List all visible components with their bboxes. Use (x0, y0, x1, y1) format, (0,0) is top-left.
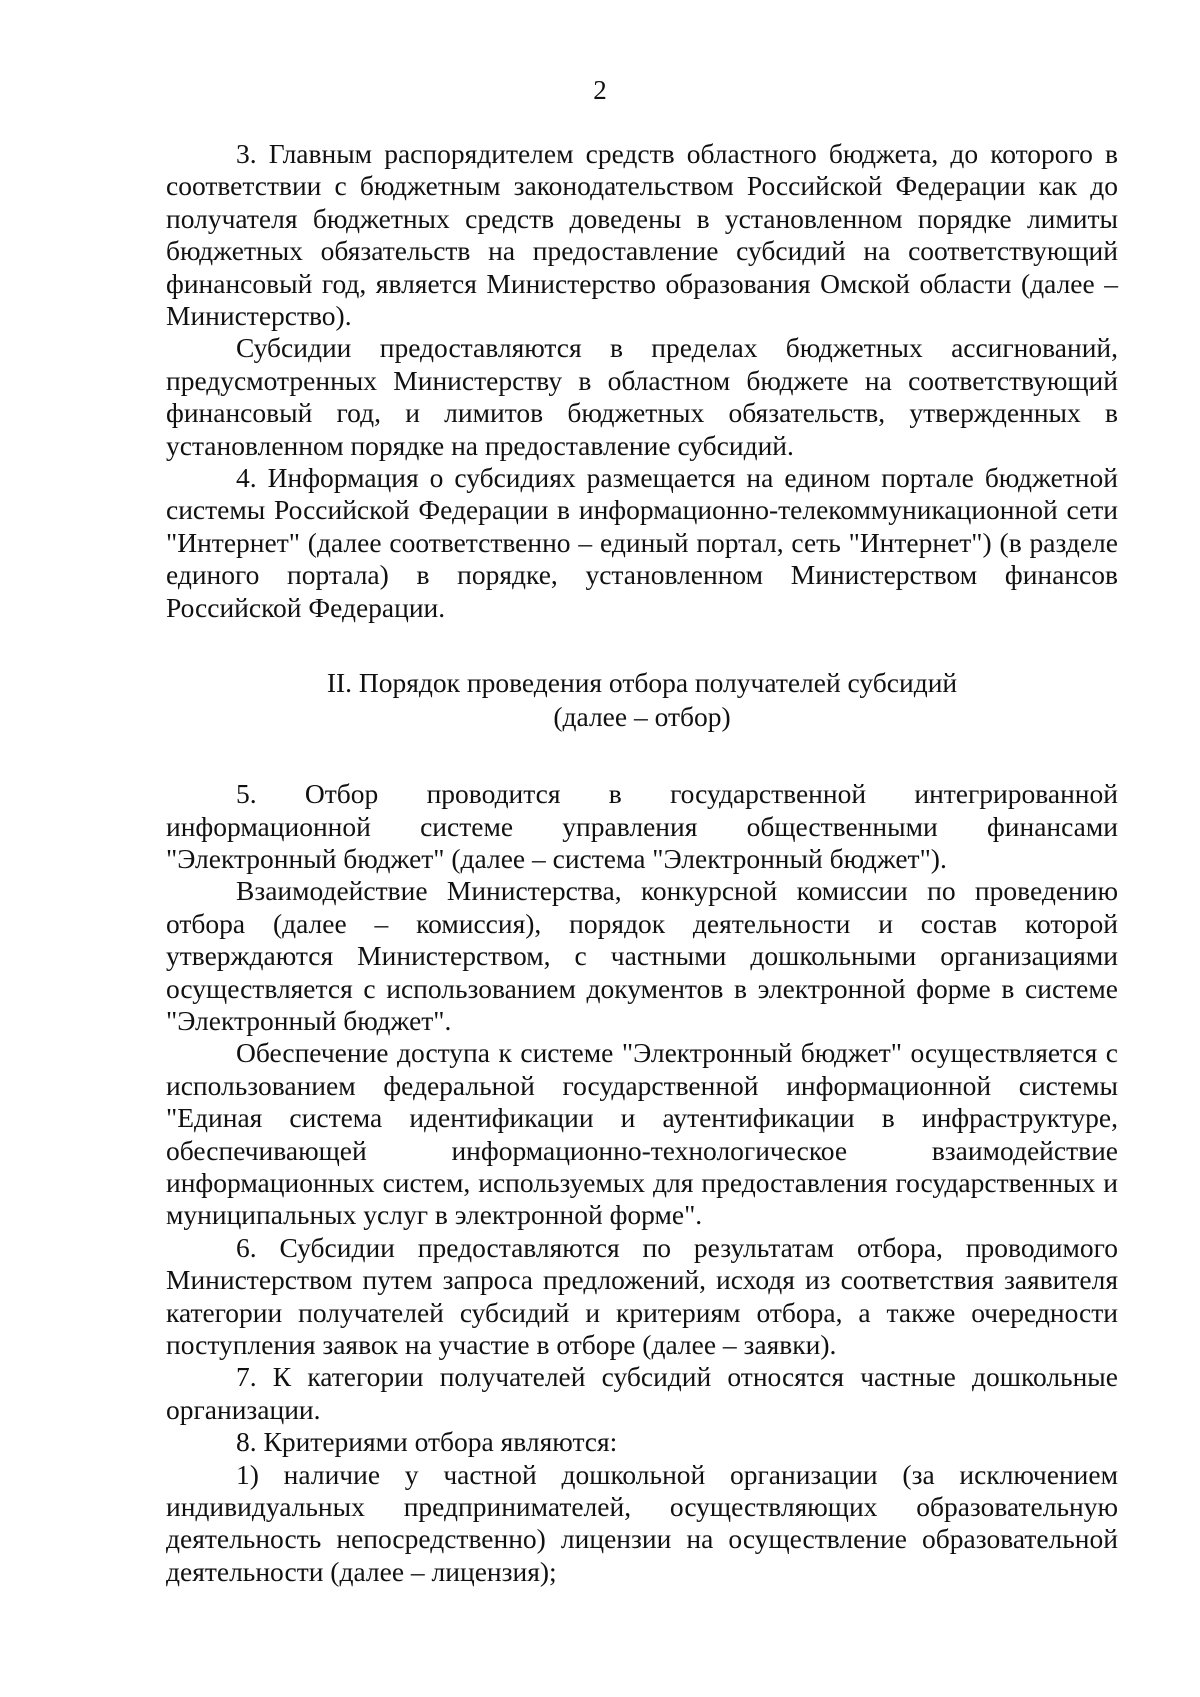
section-heading-subtitle: (далее – отбор) (553, 701, 731, 733)
paragraph-3-subsidies-limits: Субсидии предоставляются в пределах бюджетных ассигнований, предусмотренных Министерству в областном бюджете на соответствующий финансовый год, и лимитов бюджетных обязательств, утвержденных в установленном порядке на предоставление субсидий. (166, 332, 1118, 461)
paragraph-5: 5. Отбор проводится в государственной интегрированной информационной системе управления общественными финансами "Электронный бюджет" (далее – система "Электронный бюджет"). (166, 778, 1118, 874)
paragraph-5-interaction: Взаимодействие Министерства, конкурсной комиссии по проведению отбора (далее – комиссия), порядок деятельности и состав которой утверждаются Министерством, с частными дошкольными организациями осуществляется с использованием документов в электронной форме в системе "Электронный бюджет". (166, 875, 1118, 1036)
paragraph-3: 3. Главным распорядителем средств областного бюджета, до которого в соответствии с бюджетным законодательством Российской Федерации как до получателя бюджетных средств доведены в установленном порядке лимиты бюджетных обязательств на предоставление субсидий на соответствующий финансовый год, является Министерство образования Омской области (далее – Министерство). (166, 138, 1118, 332)
section-heading (166, 666, 1118, 734)
paragraph-6: 6. Субсидии предоставляются по результатам отбора, проводимого Министерством путем запроса предложений, исходя из соответствия заявителя категории получателей субсидий и критериям отбора, а также очередности поступления заявок на участие в отборе (далее – заявки). (166, 1231, 1118, 1360)
page-number: 2 (593, 75, 607, 105)
paragraph-7: 7. К категории получателей субсидий относятся частные дошкольные организации. (166, 1361, 1118, 1425)
paragraph-8-item-1: 1) наличие у частной дошкольной организации (за исключением индивидуальных предпринимателей, осуществляющих образовательную деятельность непосредственно) лицензии на осуществление образовательной деятельности (далее – лицензия); (166, 1458, 1118, 1587)
document-body (166, 138, 1118, 1588)
section-heading-title: II. Порядок проведения отбора получателей субсидий (326, 667, 958, 699)
paragraph-4: 4. Информация о субсидиях размещается на едином портале бюджетной системы Российской Федерации в информационно-телекоммуникационной сети "Интернет" (далее соответственно – единый портал, сеть "Интернет") (в разделе единого портала) в порядке, установленном Министерством финансов Российской Федерации. (166, 462, 1118, 623)
paragraph-8: 8. Критериями отбора являются: (236, 1426, 618, 1458)
paragraph-5-access: Обеспечение доступа к системе "Электронный бюджет" осуществляется с использованием федеральной государственной информационной системы "Единая система идентификации и аутентификации в инфраструктуре, обеспечивающей информационно-технологическое взаимодействие информационных систем, используемых для предоставления государственных и муниципальных услуг в электронной форме". (166, 1037, 1118, 1231)
